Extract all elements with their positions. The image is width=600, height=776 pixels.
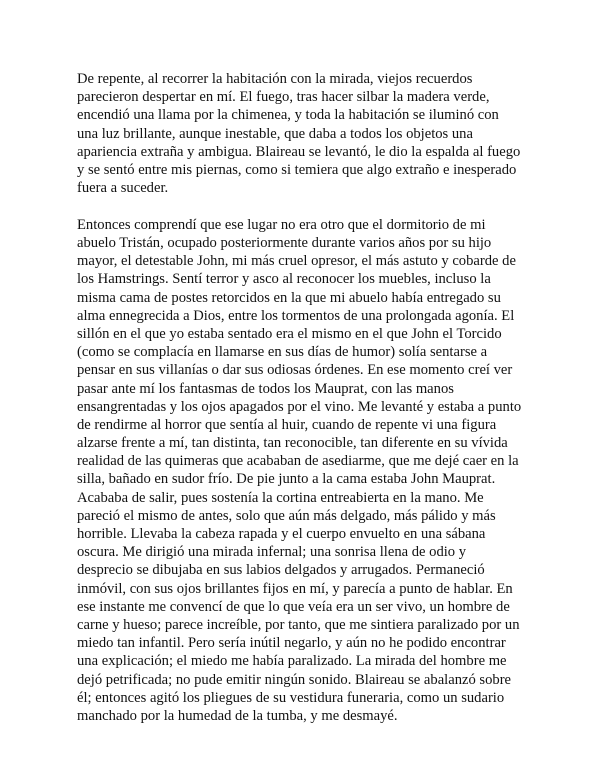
text-line: mayor, el detestable John, mi más cruel opresor, el más astuto y cobarde de <box>77 253 516 270</box>
text-line: él; entonces agitó los pliegues de su vestidura funeraria, como un sudario <box>77 689 505 706</box>
text-line: ese instante me convencí de que lo que veía era un ser vivo, un hombre de <box>77 598 510 615</box>
text-line: pareció el mismo de antes, solo que aún más delgado, más pálido y más <box>77 507 496 524</box>
text-line: parecieron despertar en mí. El fuego, tras hacer silbar la madera verde, <box>77 89 490 106</box>
text-line: desprecio se dibujaba en sus labios delgados y arrugados. Permaneció <box>77 562 485 579</box>
text-line: inmóvil, con sus ojos brillantes fijos en mí, y parecía a punto de hablar. En <box>77 580 513 597</box>
text-line: una luz brillante, aunque inestable, que daba a todos los objetos una <box>77 125 473 142</box>
text-line: una explicación; el miedo me había paralizado. La mirada del hombre me <box>77 653 507 670</box>
text-line: y se sentó entre mis piernas, como si temiera que algo extraño e inesperado <box>77 161 517 178</box>
paragraph-1 <box>77 70 537 197</box>
text-line: silla, bañado en sudor frío. De pie junto a la cama estaba John Mauprat. <box>77 471 496 488</box>
text-line: Entonces comprendí que ese lugar no era otro que el dormitorio de mi <box>77 216 486 233</box>
text-line: pensar en sus villanías o dar sus odiosas órdenes. En ese momento creí ver <box>77 362 513 379</box>
text-line: manchado por la humedad de la tumba, y me desmayé. <box>77 707 398 724</box>
text-line: horrible. Llevaba la cabeza rapada y el cuerpo envuelto en una sábana <box>77 526 486 542</box>
text-line: sillón en el que yo estaba sentado era el mismo en el que John el Torcido <box>77 325 502 342</box>
text-line: fuera a suceder. <box>77 180 169 197</box>
paragraph-2 <box>77 216 537 725</box>
text-line: encendió una llama por la chimenea, y toda la habitación se iluminó con <box>77 107 499 124</box>
text-line: los Hamstrings. Sentí terror y asco al reconocer los muebles, incluso la <box>77 271 491 288</box>
text-line: apariencia extraña y ambigua. Blaireau se levantó, le dio la espalda al fuego <box>77 143 521 160</box>
text-line: miedo tan infantil. Pero sería inútil negarlo, y aún no he podido encontrar <box>77 635 506 652</box>
text-line: alzarse frente a mí, tan distinta, tan reconocible, tan diferente en su vívida <box>77 435 508 452</box>
text-line: ensangrentadas y los ojos apagados por el vino. Me levanté y estaba a punto <box>77 398 522 415</box>
text-line: oscura. Me dirigió una mirada infernal; una sonrisa llena de odio y <box>77 544 467 561</box>
text-line: alma ennegrecida a Dios, entre los tormentos de una prolongada agonía. El <box>77 307 515 324</box>
text-line: misma cama de postes retorcidos en la que mi abuelo había entregado su <box>77 289 501 306</box>
text-line: De repente, al recorrer la habitación con la mirada, viejos recuerdos <box>77 71 473 87</box>
document-body <box>77 70 537 725</box>
text-line: carne y hueso; parece increíble, por tanto, que me sintiera paralizado por un <box>77 616 520 633</box>
text-line: de rendirme al horror que sentía al huir, cuando de repente vi una figura <box>77 416 497 433</box>
text-line: (como se complacía en llamarse en sus días de humor) solía sentarse a <box>77 344 488 361</box>
text-line: realidad de las quimeras que acababan de asediarme, que me dejé caer en la <box>77 453 519 470</box>
text-line: Acababa de salir, pues sostenía la cortina entreabierta en la mano. Me <box>77 489 484 506</box>
text-line: dejó petrificada; no pude emitir ningún sonido. Blaireau se abalanzó sobre <box>77 671 512 688</box>
text-line: abuelo Tristán, ocupado posteriormente durante varios años por su hijo <box>77 235 492 251</box>
text-line: pasar ante mí los fantasmas de todos los Mauprat, con las manos <box>77 380 454 397</box>
